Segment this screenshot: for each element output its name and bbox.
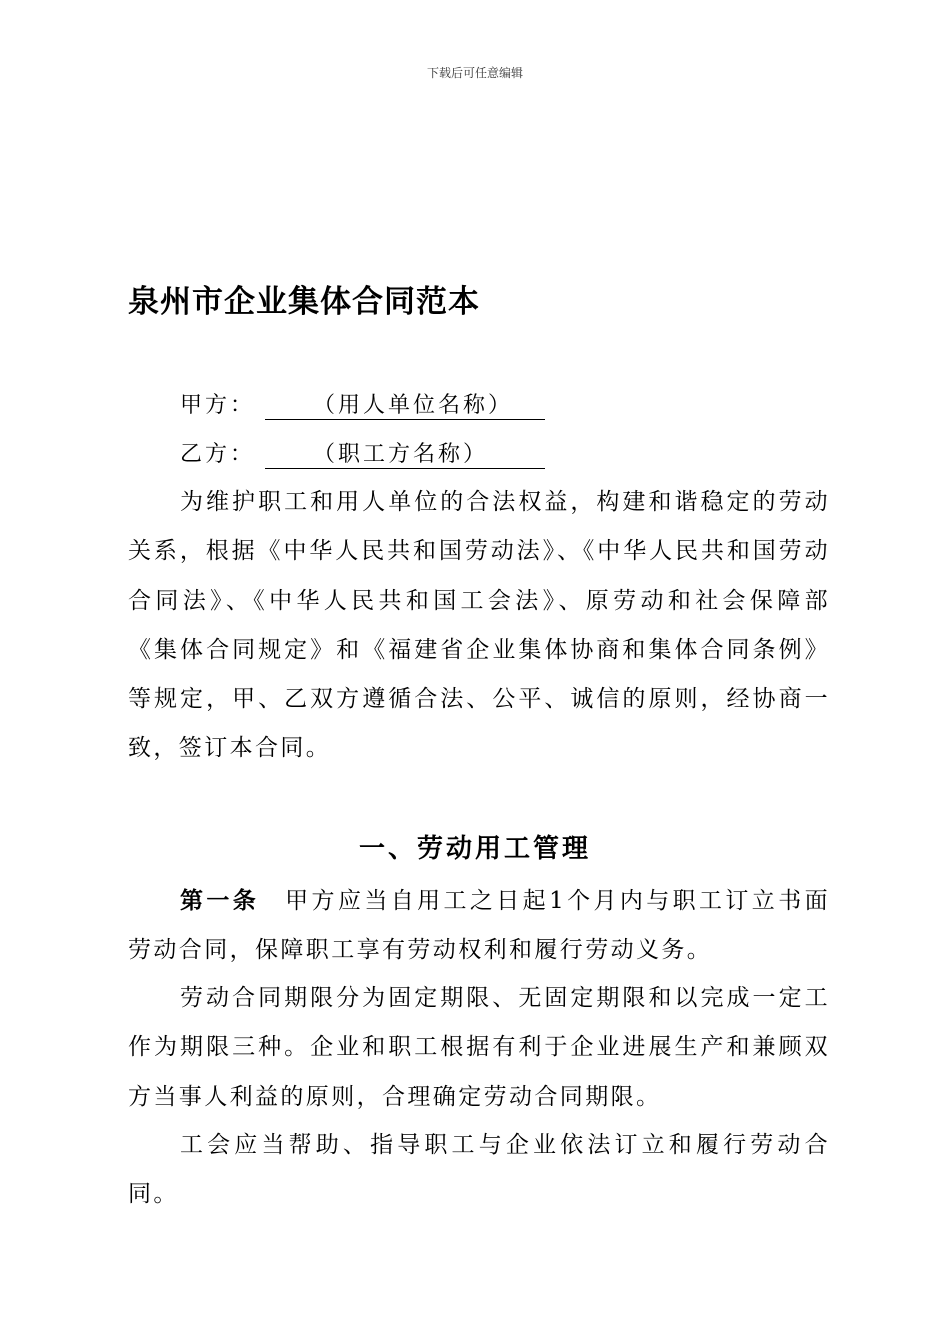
party-b-label: 乙方： [180,442,256,467]
party-b-line [180,437,545,469]
preamble-paragraph: 为维护职工和用人单位的合法权益，构建和谐稳定的劳动关系，根据《中华人民共和国劳动法》、《中华人民共和国劳动合同法》、《中华人民共和国工会法》、原劳动和社会保障部《集体合同规定》和《福建省企业集体协商和集体合同条例》等规定，甲、乙双方遵循合法、公平、诚信的原则，经协商一致，签订本合同。 [128,489,830,762]
section-heading: 一、劳动用工管理 [358,834,591,864]
document-title: 泉州市企业集体合同范本 [128,284,480,320]
article-1-text: 甲方应当自用工之日起1个月内与职工订立书面劳动合同，保障职工享有劳动权利和履行劳动义务。 [128,888,830,964]
header-note: 下载后可任意编辑 [426,66,523,80]
party-a-blank: （用人单位名称） [265,393,545,420]
party-a-label: 甲方： [180,393,256,418]
party-b-blank: （职工方名称） [265,442,545,469]
contract-term-paragraph: 劳动合同期限分为固定期限、无固定期限和以完成一定工作为期限三种。企业和职工根据有利于企业进展生产和兼顾双方当事人利益的原则，合理确定劳动合同期限。 [128,985,830,1110]
article-1-label: 第一条 [180,887,260,914]
article-1-paragraph [128,876,830,976]
union-guidance-paragraph: 工会应当帮助、指导职工与企业依法订立和履行劳动合同。 [128,1132,830,1208]
party-a-line [180,388,545,420]
